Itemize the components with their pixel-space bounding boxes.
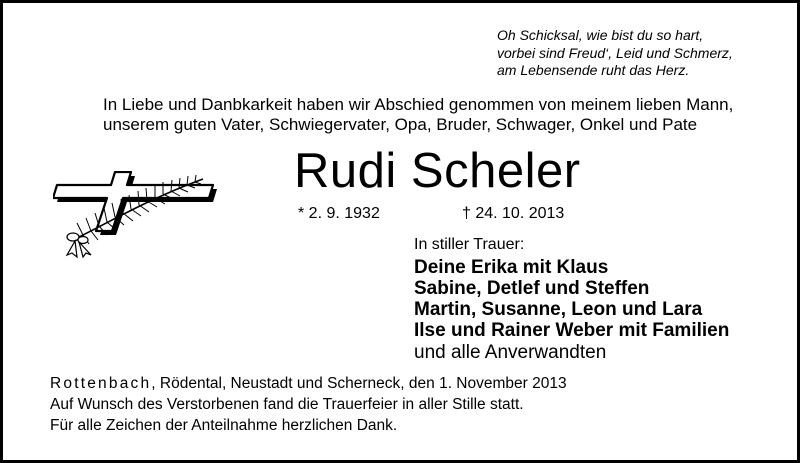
mourner-line: Ilse und Rainer Weber mit Familien [414, 320, 730, 341]
mourning-label: In stiller Trauer: [414, 236, 525, 253]
mourner-line: Deine Erika mit Klaus [414, 257, 609, 278]
deceased-name: Rudi Scheler [294, 144, 581, 198]
cross-with-palm-frond-icon [53, 171, 221, 259]
poem-line: Oh Schicksal, wie bist du so hart, [497, 27, 704, 43]
poem [497, 27, 733, 80]
intro-line: In Liebe und Danbkarkeit haben wir Abschied genommen von meinem lieben Mann, [103, 95, 734, 114]
mourner-line: Martin, Susanne, Leon und Lara [414, 299, 703, 320]
footer-text [50, 373, 567, 436]
poem-line: am Lebensende ruht das Herz. [497, 62, 690, 78]
intro-line: unserem guten Vater, Schwiegervater, Opa, Bruder, Schwager, Onkel und Pate [103, 114, 698, 134]
birth-date: * 2. 9. 1932 [298, 205, 380, 222]
poem-line: vorbei sind Freud‘, Leid und Schmerz, [497, 44, 733, 61]
intro-text [103, 95, 733, 134]
place-name: Rottenbach [50, 375, 152, 392]
death-date: † 24. 10. 2013 [462, 205, 565, 222]
funeral-note: Auf Wunsch des Verstorbenen fand die Trauerfeier in aller Stille statt. [50, 396, 524, 413]
place-date-rest: , Rödental, Neustadt und Scherneck, den 1. November 2013 [151, 375, 567, 392]
relatives-line: und alle Anverwandten [414, 342, 607, 363]
thanks-note: Für alle Zeichen der Anteilnahme herzlichen Dank. [50, 417, 398, 434]
place-date-line [50, 373, 567, 394]
mourner-line: Sabine, Detlef und Steffen [414, 278, 650, 299]
mourners-list [414, 257, 729, 341]
